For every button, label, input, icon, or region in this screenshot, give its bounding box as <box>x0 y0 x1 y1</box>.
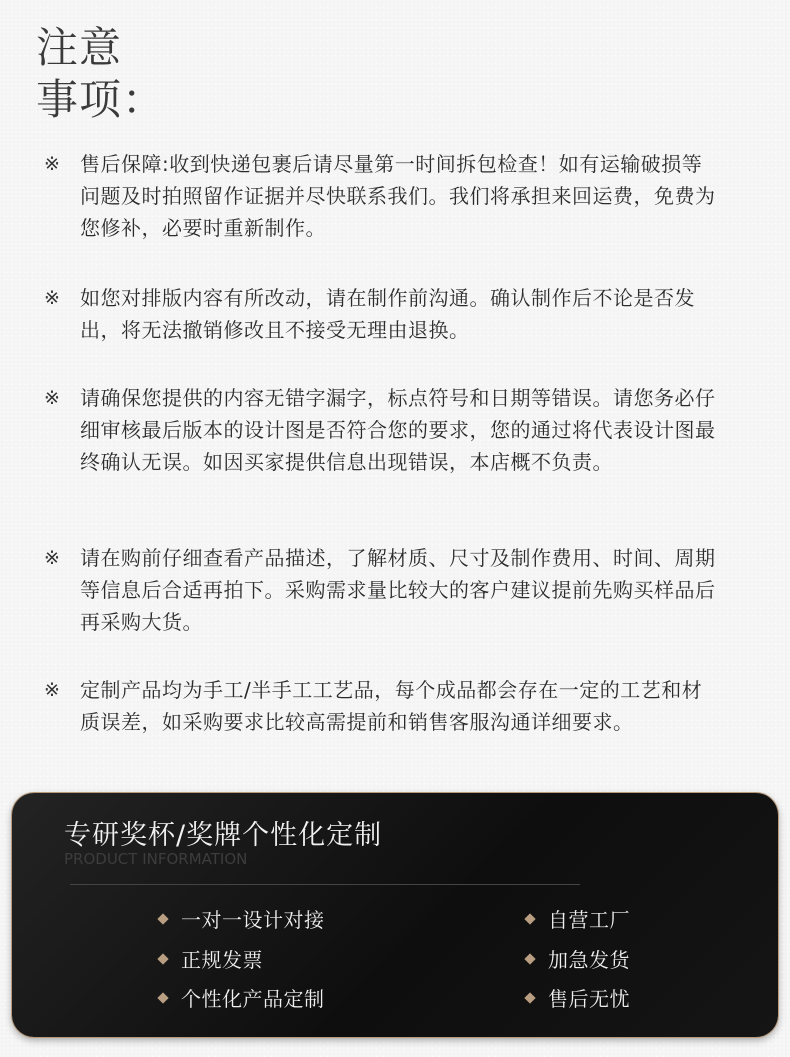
feature-item <box>526 983 630 1012</box>
feature-item <box>159 983 325 1012</box>
notice-text: 请确保您提供的内容无错字漏字，标点符号和日期等错误。请您务必仔细审核最后版本的设计图是否符合您的要求，您的通过将代表设计图最终确认无误。如因买家提供信息出现错误，本店概不负责。 <box>80 386 716 474</box>
notice-item <box>44 282 720 346</box>
feature-label: 一对一设计对接 <box>181 908 325 932</box>
title-line-1: 注意 <box>36 23 123 72</box>
notice-item <box>44 674 720 738</box>
panel-divider <box>70 884 580 885</box>
reference-mark-icon: ※ <box>44 287 60 309</box>
feature-item <box>526 904 630 933</box>
title-line-2: 事项： <box>36 75 166 124</box>
feature-item <box>526 944 630 973</box>
reference-mark-icon: ※ <box>44 679 60 701</box>
notice-text: 售后保障:收到快递包裹后请尽量第一时间拆包检查！如有运输破损等问题及时拍照留作证据并尽快联系我们。我们将承担来回运费，免费为您修补，必要时重新制作。 <box>80 152 716 240</box>
notice-text: 请在购前仔细查看产品描述，了解材质、尺寸及制作费用、时间、周期等信息后合适再拍下。采购需求量比较大的客户建议提前先购买样品后再采购大货。 <box>80 546 716 634</box>
feature-label: 自营工厂 <box>548 908 630 932</box>
feature-item <box>159 904 325 933</box>
notice-text: 定制产品均为手工/半手工工艺品，每个成品都会存在一定的工艺和材质误差，如采购要求比较高需提前和销售客服沟通详细要求。 <box>80 678 703 734</box>
notice-item <box>44 382 720 478</box>
diamond-bullet-icon <box>524 913 535 924</box>
reference-mark-icon: ※ <box>44 547 60 569</box>
feature-item <box>159 944 263 973</box>
feature-label: 加急发货 <box>548 948 630 972</box>
diamond-bullet-icon <box>524 992 535 1003</box>
diamond-bullet-icon <box>157 913 168 924</box>
panel-subtitle: PRODUCT INFORMATION <box>64 850 248 868</box>
feature-label: 正规发票 <box>181 948 263 972</box>
reference-mark-icon: ※ <box>44 153 60 175</box>
feature-label: 个性化产品定制 <box>181 987 325 1011</box>
notice-item <box>44 148 720 244</box>
product-info-panel <box>12 793 778 1037</box>
diamond-bullet-icon <box>157 953 168 964</box>
notice-item <box>44 542 720 638</box>
diamond-bullet-icon <box>524 953 535 964</box>
panel-title: 专研奖杯/奖牌个性化定制 <box>64 820 383 851</box>
reference-mark-icon: ※ <box>44 387 60 409</box>
page-title <box>36 22 165 126</box>
notice-text: 如您对排版内容有所改动，请在制作前沟通。确认制作后不论是否发出，将无法撤销修改且不接受无理由退换。 <box>80 286 695 342</box>
feature-label: 售后无忧 <box>548 987 630 1011</box>
diamond-bullet-icon <box>157 992 168 1003</box>
